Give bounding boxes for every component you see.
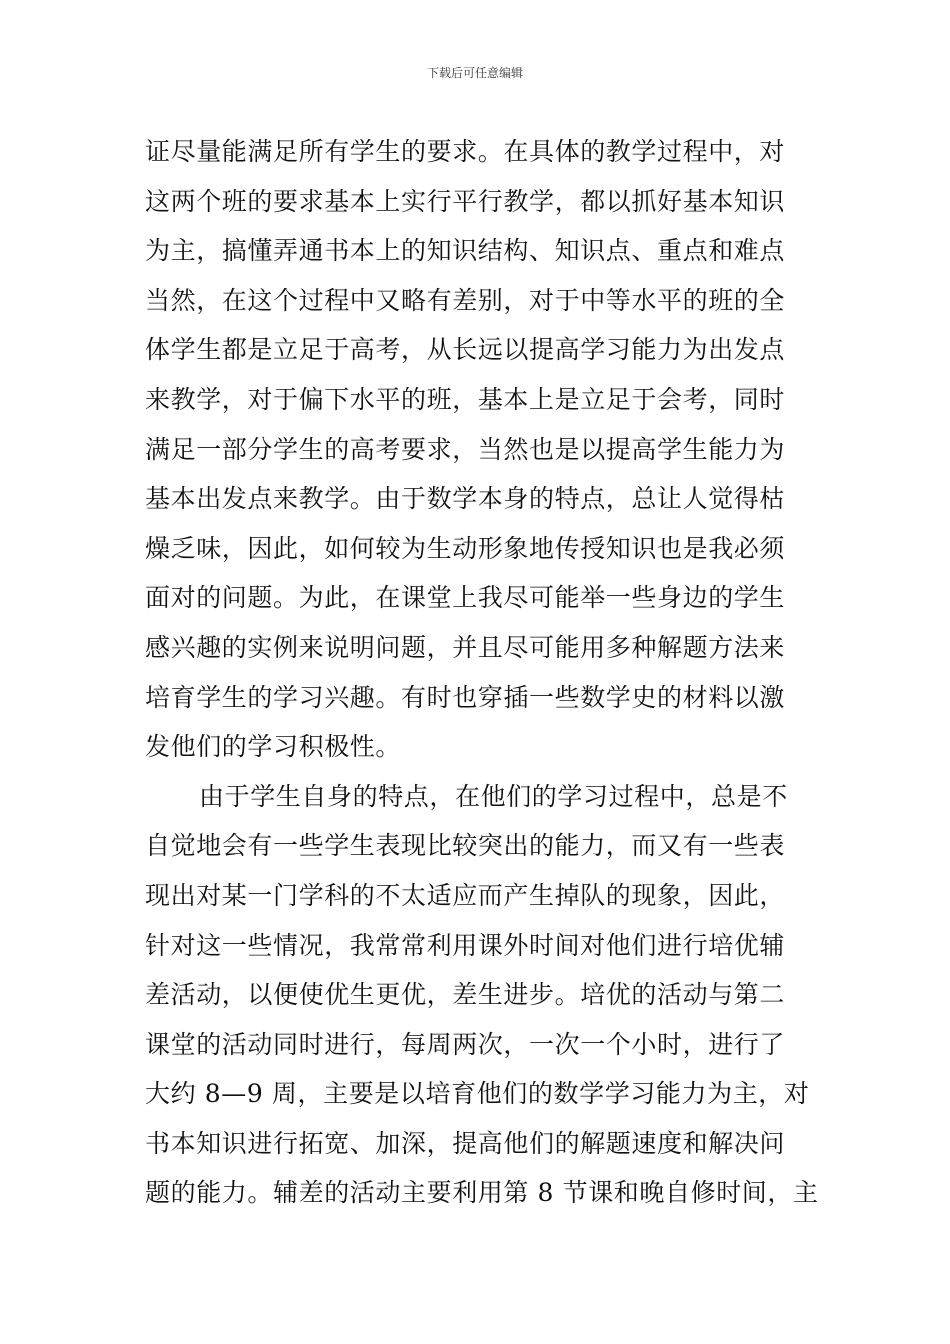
text-line: 自觉地会有一些学生表现比较突出的能力，而又有一些表	[145, 831, 786, 861]
text-line: 现出对某一门学科的不太适应而产生掉队的现象，因此，	[145, 880, 786, 910]
text-line: 证尽量能满足所有学生的要求。在具体的教学过程中，对	[145, 137, 786, 166]
document-body	[145, 127, 819, 1218]
text-line: 感兴趣的实例来说明问题，并且尽可能用多种解题方法来	[145, 632, 786, 662]
text-line: 书本知识进行拓宽、加深，提高他们的解题速度和解决问	[145, 1128, 786, 1158]
text-line: 这两个班的要求基本上实行平行教学，都以抓好基本知识	[145, 186, 786, 216]
page-header: 下载后可任意编辑	[426, 66, 523, 80]
text-line: 体学生都是立足于高考，从长远以提高学习能力为出发点	[145, 335, 786, 365]
paragraph-2	[145, 772, 819, 1218]
text-line: 题的能力。辅差的活动主要利用第 8 节课和晚自修时间，主	[145, 1178, 819, 1208]
text-line: 针对这一些情况，我常常利用课外时间对他们进行培优辅	[145, 930, 786, 960]
text-line: 培育学生的学习兴趣。有时也穿插一些数学史的材料以激	[145, 682, 786, 712]
text-line: 满足一部分学生的高考要求，当然也是以提高学生能力为	[145, 434, 786, 464]
text-line: 燥乏味，因此，如何较为生动形象地传授知识也是我必须	[145, 533, 786, 563]
text-line: 由于学生自身的特点，在他们的学习过程中，总是不	[199, 781, 788, 811]
text-line: 差活动，以便使优生更优，差生进步。培优的活动与第二	[145, 980, 786, 1010]
text-line: 发他们的学习积极性。	[145, 732, 402, 762]
text-line: 来教学，对于偏下水平的班，基本上是立足于会考，同时	[145, 384, 786, 414]
text-line: 为主，搞懂弄通书本上的知识结构、知识点、重点和难点	[145, 236, 786, 266]
text-line: 课堂的活动同时进行，每周两次，一次一个小时，进行了	[145, 1029, 786, 1059]
text-line: 当然，在这个过程中又略有差别，对于中等水平的班的全	[145, 285, 786, 315]
text-line: 大约 8—9 周，主要是以培育他们的数学学习能力为主，对	[145, 1079, 810, 1109]
text-line: 基本出发点来教学。由于数学本身的特点，总让人觉得枯	[145, 484, 786, 514]
paragraph-1	[145, 127, 810, 772]
text-line: 面对的问题。为此，在课堂上我尽可能举一些身边的学生	[145, 583, 786, 613]
